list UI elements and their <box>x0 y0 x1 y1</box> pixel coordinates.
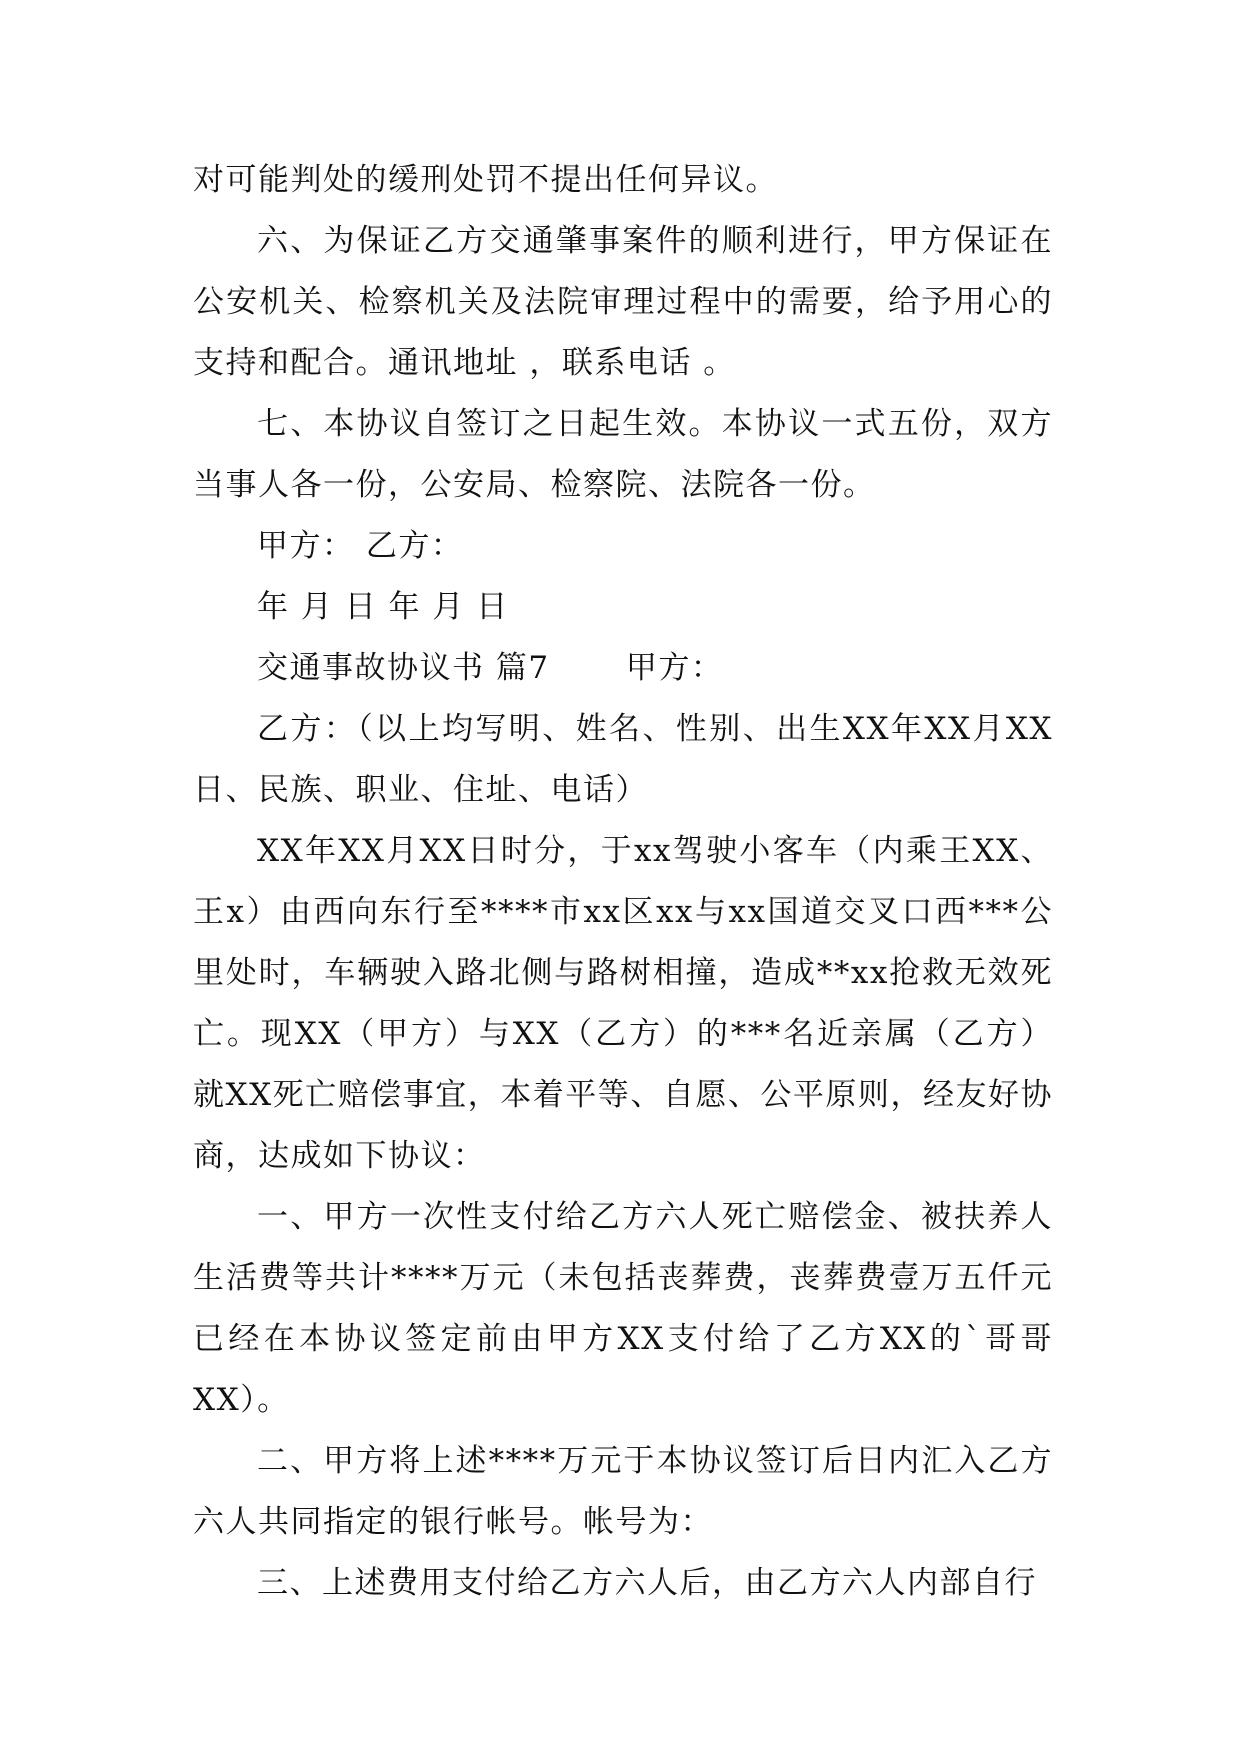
signature-date-line: 年 月 日 年 月 日 <box>257 589 509 625</box>
paragraph: 七、本协议自签订之日起生效。本协议一式五份，双方当事人各一份，公安局、检察院、法院各一份。 <box>193 406 1053 503</box>
paragraph: XX年XX月XX日时分，于xx驾驶小客车（内乘王XX、王x）由西向东行至****市xx区xx与xx国道交叉口西***公里处时，车辆驶入路北侧与路树相撞，造成**xx抢救无效死亡。现XX（甲方）与XX（乙方）的***名近亲属（乙方）就XX死亡赔偿事宜，本着平等、自愿、公平原则，经友好协商，达成如下协议： <box>193 833 1053 1174</box>
signature-parties-line: 甲方： 乙方： <box>257 528 464 564</box>
section-heading: 交通事故协议书 篇7 甲方： <box>257 650 724 686</box>
paragraph: 三、上述费用支付给乙方六人后，由乙方六人内部自行 <box>257 1565 1037 1601</box>
paragraph: 乙方：（以上均写明、姓名、性别、出生XX年XX月XX日、民族、职业、住址、电话） <box>193 711 1053 808</box>
paragraph: 一、甲方一次性支付给乙方六人死亡赔偿金、被扶养人生活费等共计****万元（未包括丧葬费，丧葬费壹万五仟元已经在本协议签定前由甲方XX支付给了乙方XX的`哥哥XX）。 <box>193 1199 1053 1418</box>
paragraph: 二、甲方将上述****万元于本协议签订后日内汇入乙方六人共同指定的银行帐号。帐号为： <box>193 1443 1053 1540</box>
paragraph: 六、为保证乙方交通肇事案件的顺利进行，甲方保证在公安机关、检察机关及法院审理过程中的需要，给予用心的支持和配合。通讯地址 ，联系电话 。 <box>193 223 1053 381</box>
paragraph: 对可能判处的缓刑处罚不提出任何异议。 <box>193 162 778 198</box>
document-body <box>193 150 1053 1614</box>
